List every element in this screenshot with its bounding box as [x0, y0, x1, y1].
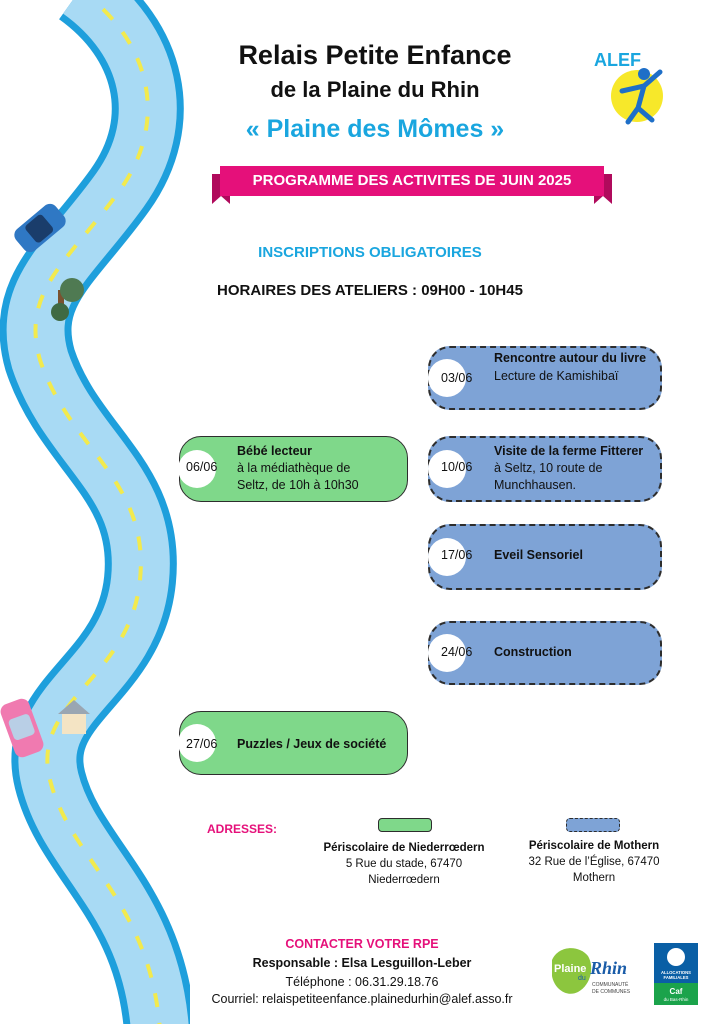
- svg-text:Caf: Caf: [669, 987, 683, 996]
- road-illustration: [0, 0, 190, 1024]
- activity-title: Bébé lecteur: [237, 444, 313, 458]
- activity-title: Visite de la ferme Fitterer: [494, 444, 644, 458]
- caf-logo: [654, 943, 698, 1005]
- svg-text:ALLOCATIONS: ALLOCATIONS: [661, 970, 691, 975]
- legend-green-swatch: [378, 818, 432, 832]
- inscriptions-label: INSCRIPTIONS OBLIGATOIRES: [258, 244, 482, 261]
- address-name: Périscolaire de Mothern: [528, 840, 660, 852]
- legend-blue-swatch: [566, 818, 620, 832]
- address-line1: 32 Rue de l’Église, 67470: [528, 856, 660, 868]
- contact-responsable: Responsable : Elsa Lesguillon-Leber: [252, 956, 472, 970]
- svg-text:du: du: [578, 975, 586, 982]
- activity-date: 27/06: [186, 737, 218, 751]
- contact-telephone: Téléphone : 06.31.29.18.76: [285, 975, 439, 989]
- svg-text:Plaine: Plaine: [554, 963, 587, 975]
- title-line3: « Plaine des Mômes »: [245, 115, 505, 143]
- activity-date: 24/06: [441, 645, 473, 659]
- contact-email: Courriel: relaispetiteenfance.plainedurhin@alef.asso.fr: [211, 992, 513, 1006]
- activity-date: 03/06: [441, 371, 473, 385]
- activity-title: Rencontre autour du livre: [494, 351, 647, 365]
- svg-text:COMMUNAUTÉ: COMMUNAUTÉ: [592, 982, 629, 988]
- svg-text:Rhin: Rhin: [590, 958, 628, 978]
- program-banner: PROGRAMME DES ACTIVITES DE JUIN 2025: [252, 172, 572, 189]
- address-line2: Mothern: [572, 872, 616, 884]
- activity-title: Construction: [494, 645, 572, 659]
- title-line1: Relais Petite Enfance: [238, 40, 512, 70]
- plaine-du-rhin-logo: [548, 940, 638, 1004]
- address-name: Périscolaire de Niederrœdern: [323, 842, 485, 854]
- activity-sub: Seltz, de 10h à 10h30: [237, 478, 359, 492]
- address-line2: Niederrœdern: [368, 874, 440, 886]
- activity-date: 17/06: [441, 548, 473, 562]
- activity-date: 10/06: [441, 460, 473, 474]
- horaires-label: HORAIRES DES ATELIERS : 09H00 - 10H45: [217, 282, 523, 299]
- activity-sub: à Seltz, 10 route de: [494, 461, 603, 475]
- address-niederroedern: [314, 840, 494, 888]
- contact-title: CONTACTER VOTRE RPE: [285, 937, 439, 951]
- activity-sub: à la médiathèque de: [237, 461, 351, 475]
- activity-date: 06/06: [186, 460, 218, 474]
- alef-logo-text: ALEF: [594, 50, 641, 70]
- activity-sub: Lecture de Kamishibaï: [494, 369, 619, 383]
- activity-title: Eveil Sensoriel: [494, 548, 583, 562]
- title-line2: de la Plaine du Rhin: [270, 77, 480, 102]
- address-line1: 5 Rue du stade, 67470: [345, 858, 463, 870]
- address-mothern: [504, 838, 684, 886]
- activity-title: Puzzles / Jeux de société: [237, 737, 387, 751]
- activity-sub: Munchhausen.: [494, 478, 577, 492]
- svg-text:du Bas-Rhin: du Bas-Rhin: [663, 997, 689, 1002]
- adresses-label: ADRESSES:: [207, 822, 278, 836]
- alef-logo: [582, 36, 692, 146]
- svg-text:FAMILIALES: FAMILIALES: [663, 975, 689, 980]
- svg-text:DE COMMUNES: DE COMMUNES: [592, 989, 631, 995]
